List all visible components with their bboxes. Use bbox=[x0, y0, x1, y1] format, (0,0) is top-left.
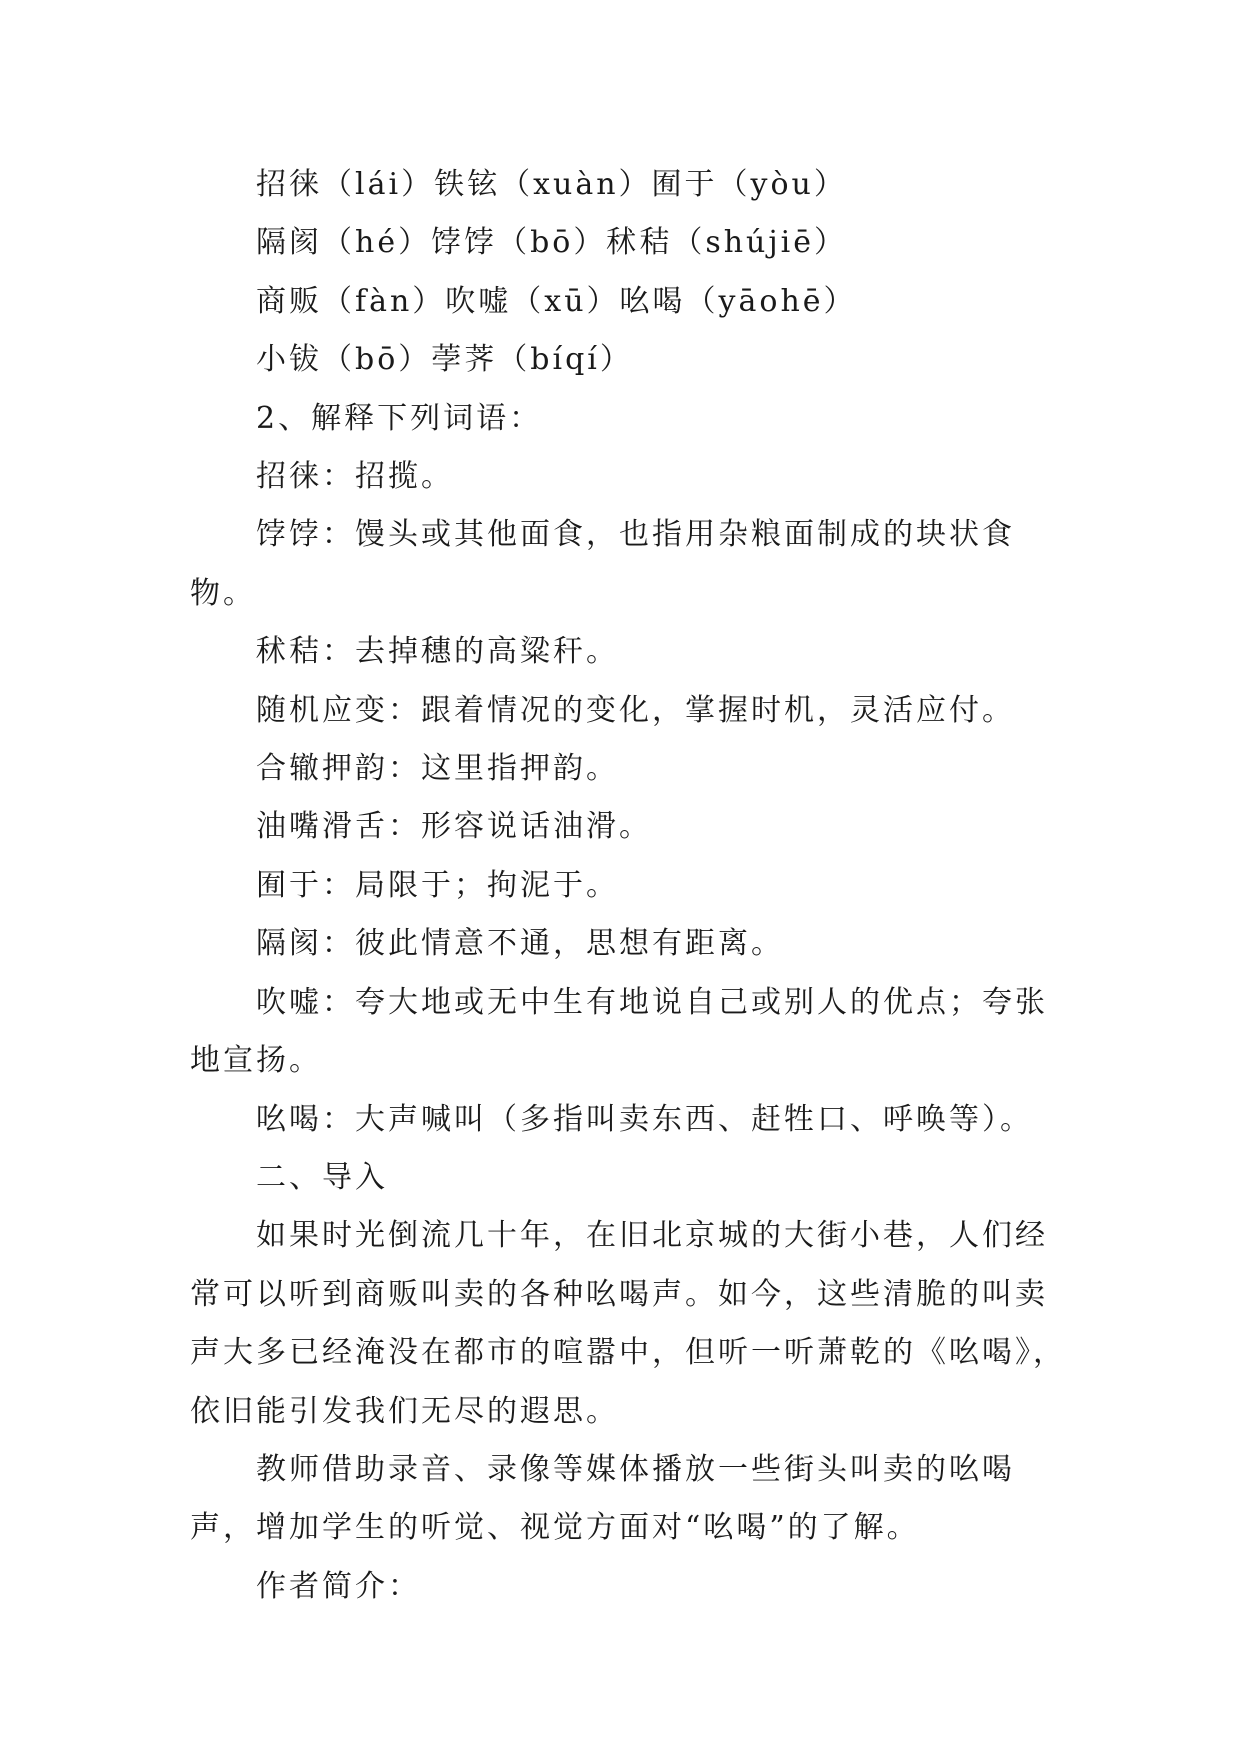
section-heading-intro: 二、导入 bbox=[256, 1159, 388, 1195]
definition-suijiyingbian: 随机应变：跟着情况的变化，掌握时机，灵活应付。 bbox=[256, 692, 1015, 728]
section-heading-vocabulary: 2、解释下列词语： bbox=[256, 400, 543, 436]
definition-gehe: 隔阂：彼此情意不通，思想有距离。 bbox=[256, 926, 784, 962]
definition-shujie: 秫秸：去掉穗的高粱秆。 bbox=[256, 634, 619, 670]
definition-yaohe: 吆喝：大声喊叫（多指叫卖东西、赶牲口、呼唤等）。 bbox=[256, 1101, 1033, 1137]
teacher-activity-paragraph: 教师借助录音、录像等媒体播放一些街头叫卖的吆喝声，增加学生的听觉、视觉方面对“吆喝”的了解。 bbox=[190, 1451, 1015, 1546]
definition-youzuihuashe: 油嘴滑舌：形容说话油滑。 bbox=[256, 809, 652, 845]
definition-youyu: 囿于：局限于；拘泥于。 bbox=[256, 867, 619, 903]
author-intro-heading: 作者简介： bbox=[256, 1568, 421, 1604]
pinyin-line-3: 商贩（fàn）吹嘘（xū）吆喝（yāohē） bbox=[256, 283, 857, 319]
definition-chuixu: 吹嘘：夸大地或无中生有地说自己或别人的优点；夸张地宣扬。 bbox=[190, 984, 1048, 1079]
definition-hezheyayun: 合辙押韵：这里指押韵。 bbox=[256, 751, 619, 787]
pinyin-line-4: 小钹（bō）荸荠（bíqí） bbox=[256, 342, 633, 378]
document-page bbox=[190, 156, 1070, 1616]
pinyin-line-1: 招徕（lái）铁铉（xuàn）囿于（yòu） bbox=[256, 167, 847, 202]
definition-zhaolai: 招徕：招揽。 bbox=[256, 459, 454, 495]
definition-bobo: 饽饽：馒头或其他面食，也指用杂粮面制成的块状食物。 bbox=[190, 517, 1015, 611]
pinyin-line-2: 隔阂（hé）饽饽（bō）秫秸（shújiē） bbox=[256, 225, 848, 261]
intro-paragraph: 如果时光倒流几十年，在旧北京城的大街小巷，人们经常可以听到商贩叫卖的各种吆喝声。如今，这些清脆的叫卖声大多已经淹没在都市的喧嚣中，但听一听萧乾的《吆喝》，依旧能引发我们无尽的遐思。 bbox=[190, 1218, 1066, 1429]
